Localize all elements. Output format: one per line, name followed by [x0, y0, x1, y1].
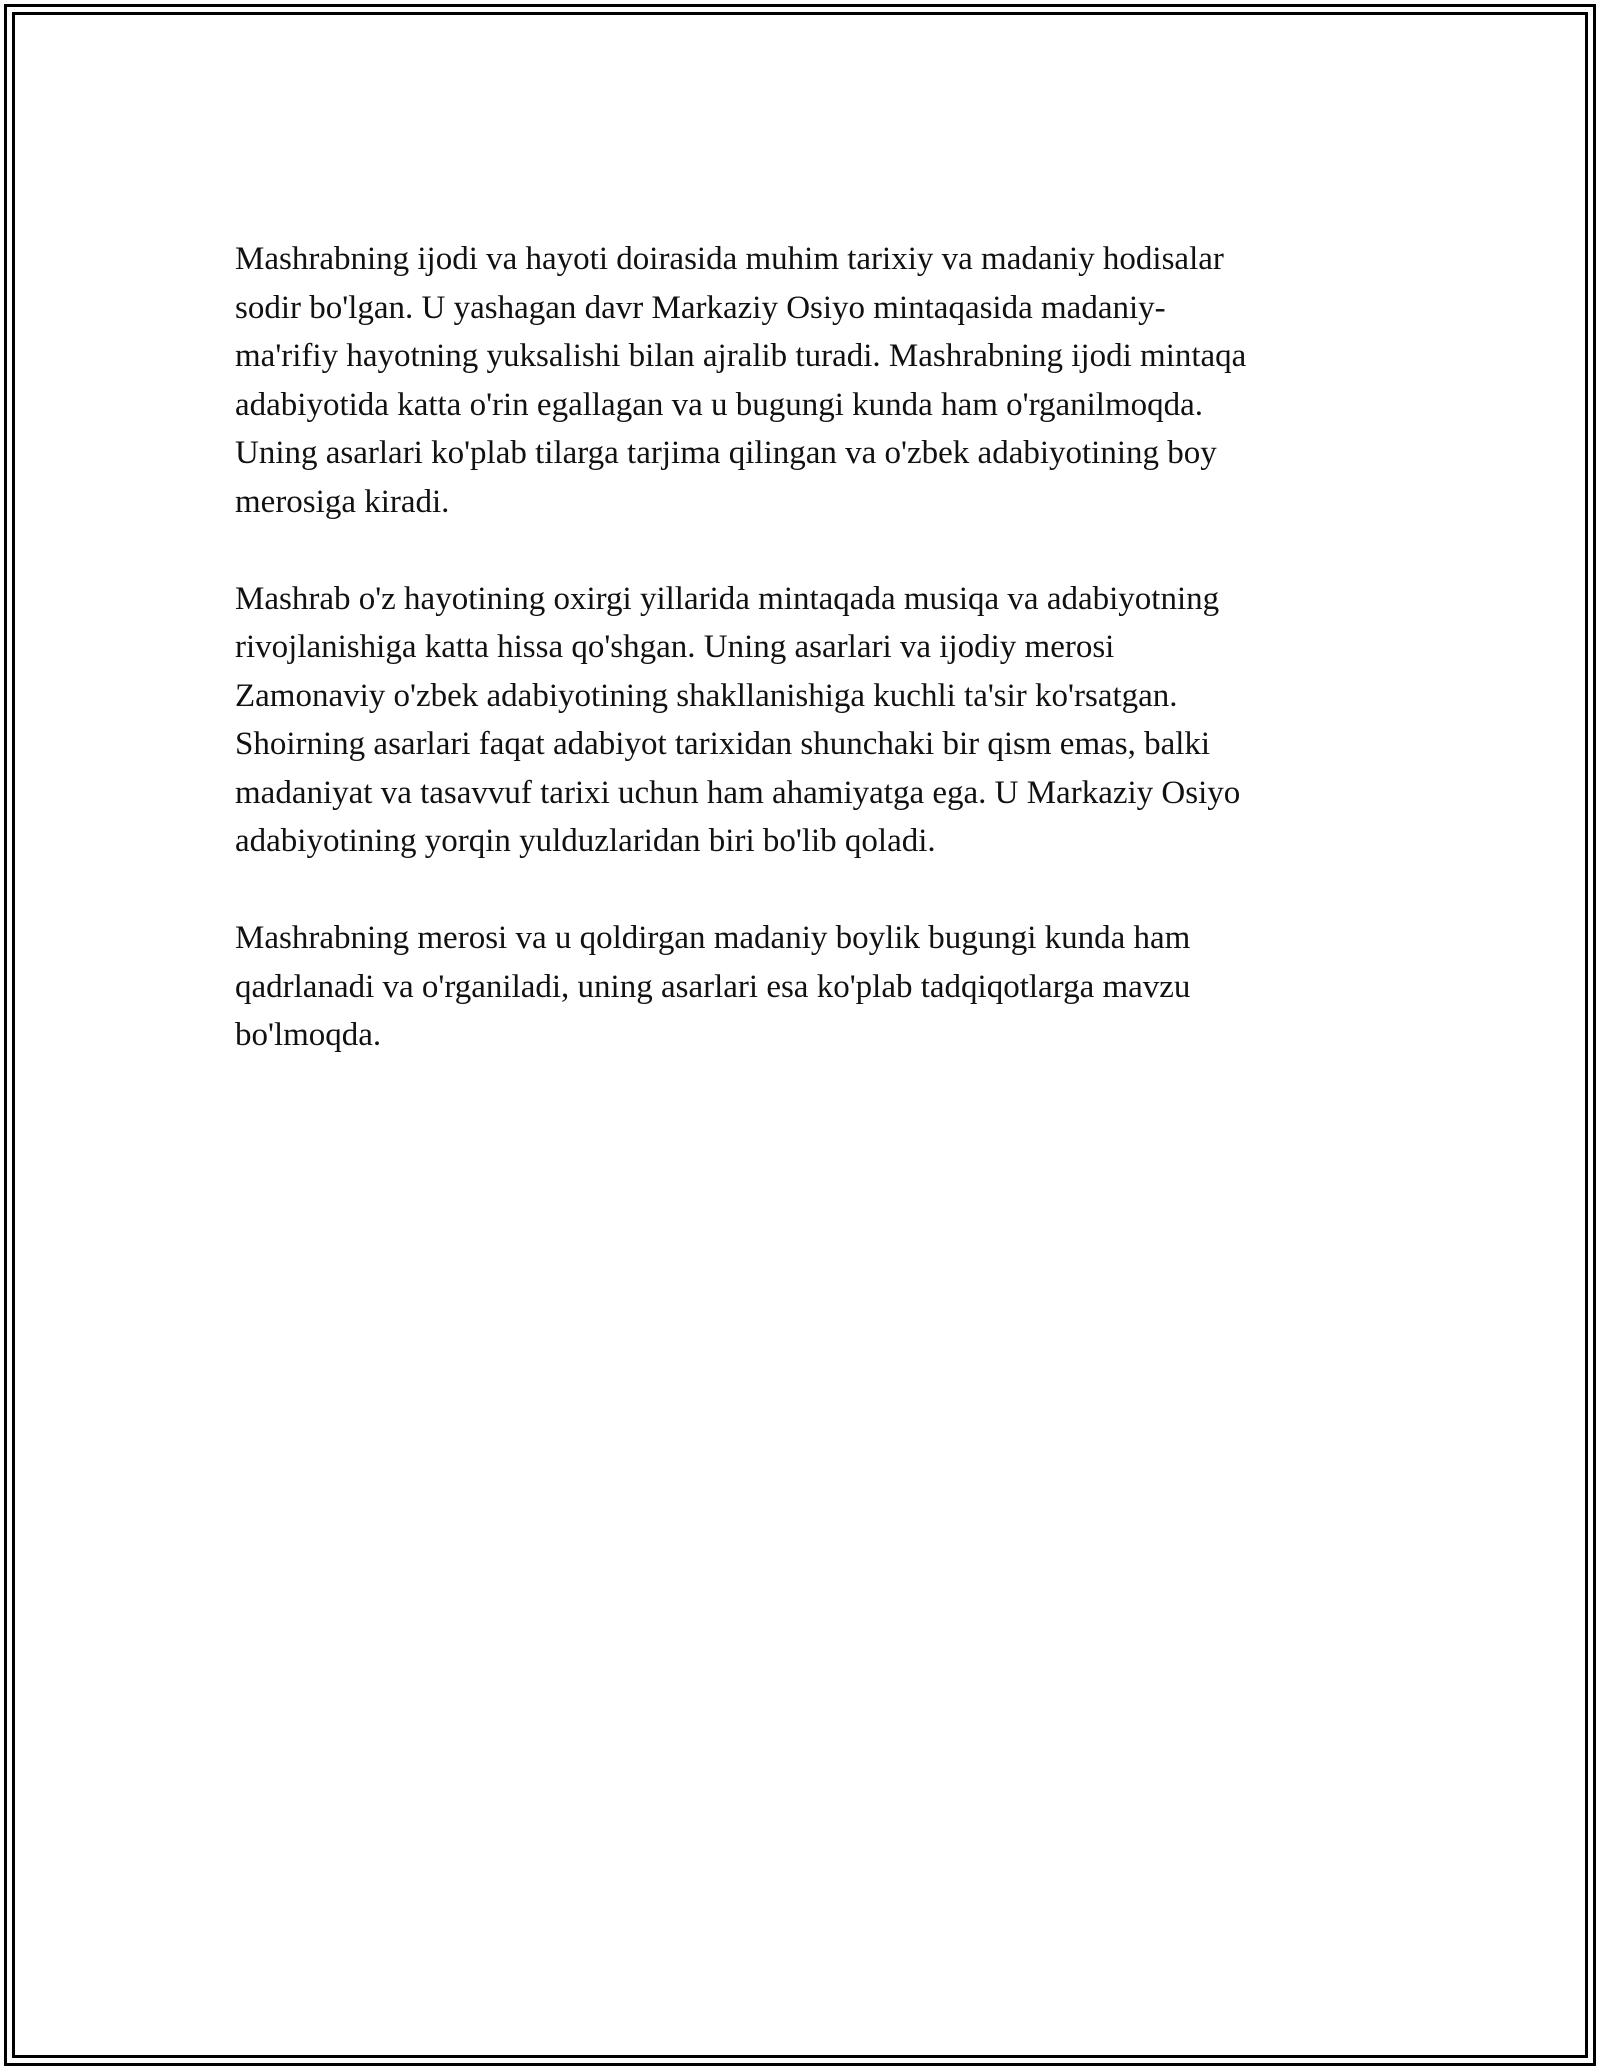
- paragraph-1: Mashrabning ijodi va hayoti doirasida muhim tarixiy va madaniy hodisalar sodir bo'lgan. U yashagan davr Markaziy Osiyo mintaqasida madaniy- ma'rifiy hayotning yuksalishi bilan ajralib turadi. Mashrabning ijodi mintaqa adabiyotida katta o'rin egallagan va u bugungi kunda ham o'rganilmoqda. Uning asarlari ko'plab tilarga tarjima qilingan va o'zbek adabiyotining boy merosiga kiradi.: [235, 241, 1247, 520]
- document-body: [235, 235, 1375, 1108]
- paragraph-2: Mashrab o'z hayotining oxirgi yillarida mintaqada musiqa va adabiyotning rivojlanishiga katta hissa qo'shgan. Uning asarlari va ijodiy merosi Zamonaviy o'zbek adabiyotining shakllanishiga kuchli ta'sir ko'rsatgan. Shoirning asarlari faqat adabiyot tarixidan shunchaki bir qism emas, balki madaniyat va tasavvuf tarixi uchun ham ahamiyatga ega. U Markaziy Osiyo adabiyotining yorqin yulduzlaridan biri bo'lib qoladi.: [235, 580, 1241, 859]
- paragraph-3: Mashrabning merosi va u qoldirgan madaniy boylik bugungi kunda ham qadrlanadi va o'rganiladi, uning asarlari esa ko'plab tadqiqotlarga mavzu bo'lmoqda.: [235, 920, 1191, 1053]
